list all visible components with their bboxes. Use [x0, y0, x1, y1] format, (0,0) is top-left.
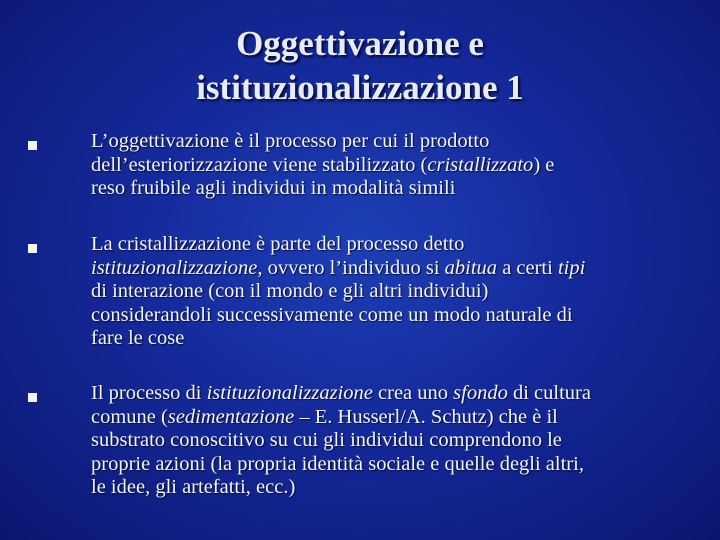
italic-term: cristallizzato	[427, 153, 534, 176]
square-bullet-icon	[28, 393, 37, 402]
slide-title-line-1: Oggettivazione e	[236, 24, 484, 63]
slide-title-line-2: istituzionalizzazione 1	[196, 68, 524, 107]
text-line	[91, 476, 683, 500]
italic-term: istituzionalizzazione	[206, 382, 373, 404]
text-line	[91, 429, 683, 453]
italic-term: istituzionalizzazione	[91, 256, 258, 279]
text-run: di interazione (con il mondo e gli altri individui)	[91, 280, 489, 302]
text-run: le idee, gli artefatti, ecc.)	[91, 476, 296, 498]
text-run: proprie azioni (la propria identità sociale e quelle degli altri,	[91, 452, 584, 475]
italic-term: sfondo	[453, 382, 508, 404]
text-line	[91, 406, 683, 430]
italic-term: sedimentazione	[167, 405, 295, 428]
bullet-text-1	[91, 130, 683, 201]
text-run: La cristallizzazione è parte del processo detto	[91, 233, 465, 255]
square-bullet-icon	[28, 244, 37, 253]
text-run: substrato conoscitivo su cui gli individui comprendono le	[91, 429, 562, 451]
text-line	[91, 130, 683, 154]
text-run: comune (	[91, 405, 168, 428]
text-run: Il processo di	[91, 382, 207, 404]
text-line	[91, 177, 683, 201]
italic-term: abitua	[444, 256, 498, 279]
text-line	[91, 154, 683, 178]
text-run: considerandoli successivamente come un modo naturale di	[91, 303, 573, 326]
text-run: di cultura	[507, 382, 591, 404]
text-line	[91, 453, 683, 477]
text-run: dell’esteriorizzazione viene stabilizzato (	[91, 153, 428, 176]
text-run: ) e	[533, 153, 555, 176]
text-line	[91, 280, 683, 304]
text-run: a certi	[497, 256, 558, 279]
text-run: L’oggettivazione è il processo per cui il prodotto	[91, 130, 490, 152]
bullet-text-3	[91, 382, 683, 500]
text-line	[91, 382, 683, 406]
italic-term: tipi	[557, 256, 586, 279]
text-run: – E. Husserl/A. Schutz) che è il	[294, 405, 558, 428]
text-line	[91, 257, 683, 281]
text-run: , ovvero l’individuo si	[257, 256, 445, 279]
square-bullet-icon	[28, 141, 37, 150]
text-line	[91, 233, 683, 257]
text-run: reso fruibile agli individui in modalità simili	[91, 177, 456, 199]
text-line	[91, 327, 683, 351]
bullet-text-2	[91, 233, 683, 351]
text-line	[91, 304, 683, 328]
text-run: crea uno	[372, 382, 454, 404]
text-run: fare le cose	[91, 327, 185, 349]
